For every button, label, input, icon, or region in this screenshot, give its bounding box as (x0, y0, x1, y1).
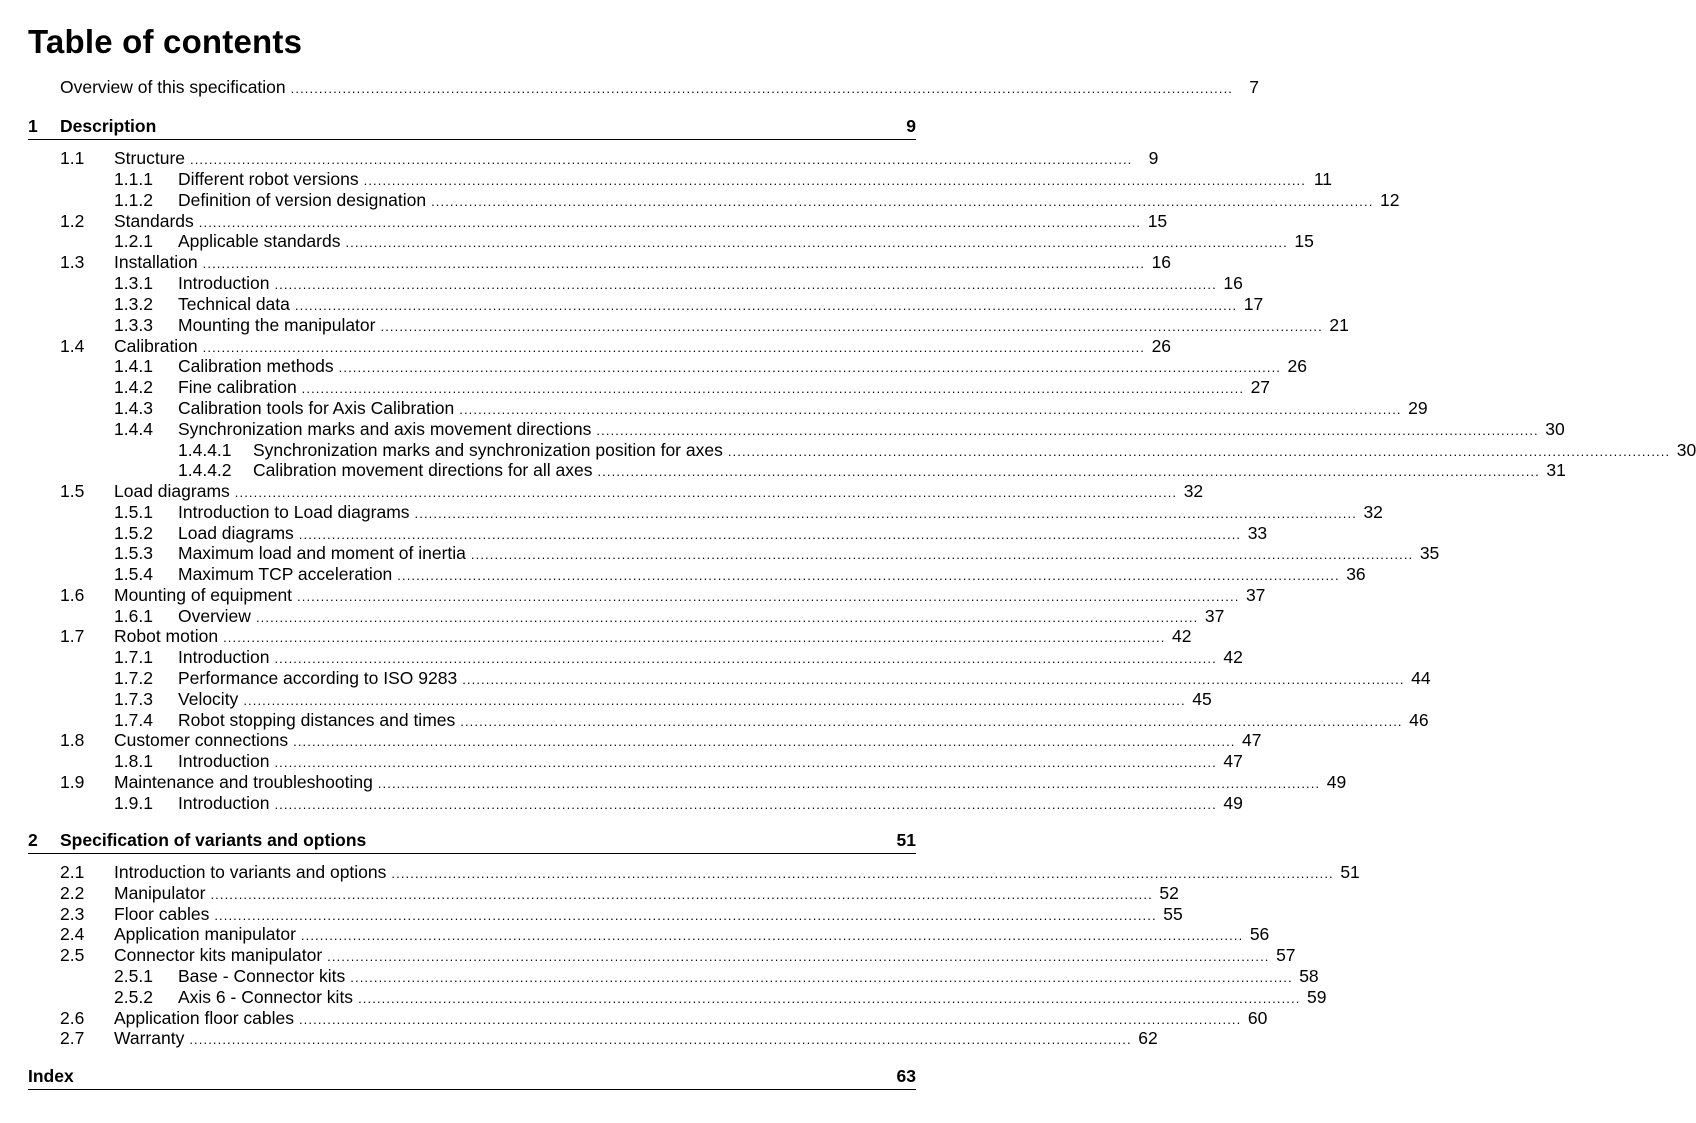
toc-entry-page: 47 (1242, 730, 1262, 750)
dot-leader: ........................................................................................................................................................................................................ (391, 866, 1334, 881)
toc-entry-title: Introduction to variants and options (114, 862, 387, 882)
dot-leader: ........................................................................................................................................................................................................ (363, 173, 1306, 188)
toc-entry-page: 44 (1411, 668, 1431, 688)
toc-entry[interactable] (28, 688, 1212, 710)
toc-entry-title: Overview (178, 606, 251, 626)
dot-leader: ........................................................................................................................................................................................................ (234, 485, 1178, 500)
toc-entry-title: Installation (114, 252, 198, 272)
toc-entry-title: Calibration tools for Axis Calibration (178, 398, 455, 418)
dot-leader: ........................................................................................................................................................................................................ (274, 277, 1217, 292)
toc-entry-title: Structure (114, 148, 185, 168)
dot-leader: ........................................................................................................................................................................................................ (223, 630, 1166, 645)
toc-entry[interactable] (28, 563, 1366, 585)
toc-entry-number: 1.4.2 (114, 377, 153, 397)
dot-leader: ........................................................................................................................................................................................................ (727, 444, 1671, 459)
toc-entry[interactable] (28, 480, 1204, 502)
toc-entry[interactable] (28, 923, 1270, 945)
toc-entry-page: 33 (1247, 523, 1268, 543)
toc-entry-number: 1.2 (60, 211, 85, 231)
toc-entry-title: Warranty (114, 1028, 185, 1048)
toc-entry[interactable] (28, 861, 1360, 883)
toc-entry-number: 1.6 (60, 585, 85, 605)
toc-entry-number: 2.7 (60, 1028, 85, 1048)
toc-entry-title: Connector kits manipulator (114, 945, 323, 965)
dot-leader: ........................................................................................................................................................................................................ (338, 360, 1282, 375)
toc-entry-page: 9 (906, 116, 916, 136)
toc-entry-title: Performance according to ISO 9283 (178, 668, 458, 688)
dot-leader: ........................................................................................................................................................................................................ (459, 402, 1402, 417)
toc-entry[interactable] (28, 792, 1243, 814)
toc-entry-title: Mounting of equipment (114, 585, 293, 605)
toc-entry[interactable] (28, 397, 1428, 419)
toc-entry-number: 2.2 (60, 883, 85, 903)
dot-leader: ........................................................................................................................................................................................................ (460, 714, 1403, 729)
toc-entry-number: 2.5.1 (114, 966, 153, 986)
dot-leader: ........................................................................................................................................................................................................ (243, 693, 1186, 708)
toc-entry-title: Floor cables (114, 904, 210, 924)
toc-entry[interactable] (28, 272, 1243, 294)
toc-entry-page: 11 (1313, 169, 1332, 189)
toc-entry-title: Load diagrams (178, 523, 294, 543)
toc-entry-title: Load diagrams (114, 481, 230, 501)
toc-entry-number: 1.4.1 (114, 356, 153, 376)
toc-entry-title: Axis 6 - Connector kits (178, 987, 354, 1007)
toc-entry-number: 1.5.1 (114, 502, 153, 522)
toc-entry-title: Calibration movement directions for all axes (253, 460, 593, 480)
toc-entry-title: Base - Connector kits (178, 966, 346, 986)
dot-leader: ........................................................................................................................................................................................................ (274, 755, 1217, 770)
toc-entry-number: 1.4.4.1 (178, 440, 232, 460)
toc-entry-page: 21 (1329, 315, 1349, 335)
toc-entry-page: 7 (1249, 77, 1260, 97)
toc-entry[interactable] (28, 251, 1172, 273)
dot-leader: ........................................................................................................................................................................................................ (470, 547, 1414, 562)
toc-entry-page: 16 (1151, 252, 1172, 272)
toc-entry-page: 26 (1151, 336, 1172, 356)
toc-entry[interactable] (28, 355, 1308, 377)
toc-entry-number: 2.3 (60, 904, 85, 924)
dot-leader: ........................................................................................................................................................................................................ (202, 256, 1146, 271)
toc-entry-page: 45 (1192, 689, 1212, 709)
toc-entry-title: Maximum load and moment of inertia (178, 543, 466, 563)
dot-leader: ........................................................................................................................................................................................................ (358, 991, 1301, 1006)
toc-entry-number: 1.7 (60, 626, 85, 646)
toc-entry-number: 1.7.2 (114, 668, 153, 688)
dot-leader: ........................................................................................................................................................................................................ (350, 970, 1293, 985)
toc-entry-page: 27 (1250, 377, 1271, 397)
toc-entry-page: 30 (1545, 419, 1565, 439)
dot-leader: ........................................................................................................................................................................................................ (297, 589, 1240, 604)
toc-entry-number: 1.3.2 (114, 294, 153, 314)
toc-entry-number: 1.2.1 (114, 231, 153, 251)
toc-entry-title: Application manipulator (114, 924, 296, 944)
toc-entry-number: 1.4.4 (114, 419, 153, 439)
dot-leader: ........................................................................................................................................................................................................ (274, 797, 1217, 812)
toc-entry[interactable] (28, 147, 1159, 169)
toc-entry-number: 1.5.2 (114, 523, 153, 543)
toc-entry-page: 15 (1147, 211, 1168, 231)
dot-leader: ........................................................................................................................................................................................................ (431, 194, 1374, 209)
toc-entry[interactable] (28, 709, 1429, 731)
toc-entry-number: 2.6 (60, 1008, 85, 1028)
toc-entry[interactable] (28, 418, 1565, 440)
dot-leader: ........................................................................................................................................................................................................ (301, 381, 1245, 396)
toc-entry[interactable] (28, 903, 1183, 925)
toc-entry-page: 46 (1409, 710, 1429, 730)
toc-entry-page: 62 (1138, 1028, 1158, 1048)
toc-entry-title: Introduction (178, 647, 270, 667)
toc-entry-page: 63 (896, 1066, 916, 1086)
toc-entry-number: 1.3.1 (114, 273, 153, 293)
toc-entry-title: Introduction (178, 273, 270, 293)
dot-leader: ........................................................................................................................................................................................................ (290, 81, 1234, 96)
toc-entry[interactable] (28, 605, 1225, 627)
toc-entry-number: 1.1.2 (114, 190, 153, 210)
toc-entry-number: 1.9 (60, 772, 85, 792)
toc-entry-page: 60 (1247, 1008, 1268, 1028)
toc-entry-title: Index (28, 1066, 74, 1086)
toc-entry-page: 59 (1306, 987, 1327, 1007)
toc-entry[interactable] (28, 314, 1349, 336)
toc-entry-number: 2.5.2 (114, 987, 153, 1007)
toc-entry-page: 51 (896, 830, 916, 850)
toc-entry[interactable] (28, 1027, 1158, 1049)
dot-leader: ........................................................................................................................................................................................................ (198, 215, 1142, 230)
toc-entry-title: Overview of this specification (60, 77, 286, 97)
toc-entry[interactable] (28, 625, 1192, 647)
toc-entry-page: 36 (1346, 564, 1366, 584)
toc-entry[interactable] (28, 168, 1332, 190)
toc-entry-page: 29 (1408, 398, 1428, 418)
toc-entry-title: Standards (114, 211, 194, 231)
toc-entry-title: Robot stopping distances and times (178, 710, 456, 730)
toc-entry-page: 12 (1379, 190, 1400, 210)
toc-entry-number: 1.7.1 (114, 647, 153, 667)
toc-entry-number: 1.1.1 (114, 169, 153, 189)
toc-entry-title: Customer connections (114, 730, 289, 750)
toc-entry[interactable] (28, 376, 1271, 398)
toc-entry-page: 32 (1183, 481, 1204, 501)
toc-entry-number: 1.4.3 (114, 398, 153, 418)
dot-leader: ........................................................................................................................................................................................................ (274, 651, 1217, 666)
dot-leader: ........................................................................................................................................................................................................ (414, 506, 1357, 521)
toc-entry[interactable] (28, 230, 1314, 252)
dot-leader: ........................................................................................................................................................................................................ (380, 319, 1323, 334)
toc-entry-title: Velocity (178, 689, 239, 709)
page-title: Table of contents (28, 23, 303, 60)
dot-leader: ........................................................................................................................................................................................................ (298, 1012, 1242, 1027)
toc-chapter[interactable] (28, 115, 916, 140)
toc-entry[interactable] (28, 646, 1243, 668)
dot-leader: ........................................................................................................................................................................................................ (377, 776, 1321, 791)
toc-entry-number: 1.7.3 (114, 689, 153, 709)
toc-entry-title: Introduction (178, 793, 270, 813)
toc-entry[interactable] (28, 965, 1319, 987)
dot-leader: ........................................................................................................................................................................................................ (345, 235, 1288, 250)
toc-entry[interactable] (28, 584, 1266, 606)
dot-leader: ........................................................................................................................................................................................................ (596, 423, 1539, 438)
toc-entry-page: 9 (1148, 148, 1159, 168)
toc-entry-number: 1.8 (60, 730, 85, 750)
dot-leader: ........................................................................................................................................................................................................ (298, 527, 1242, 542)
toc-entry-page: 55 (1163, 904, 1183, 924)
toc-entry[interactable] (28, 335, 1172, 357)
toc-entry-page: 51 (1340, 862, 1360, 882)
toc-entry-title: Fine calibration (178, 377, 297, 397)
toc-entry[interactable] (28, 189, 1400, 211)
toc-entry[interactable] (28, 750, 1243, 772)
toc-entry-number: 1.3.3 (114, 315, 153, 335)
toc-entry-page: 16 (1223, 273, 1243, 293)
toc-entry-page: 49 (1223, 793, 1243, 813)
toc-entry-number: 1.8.1 (114, 751, 153, 771)
toc-entry[interactable] (28, 944, 1296, 966)
toc-entry-title: Robot motion (114, 626, 219, 646)
toc-entry-title: Manipulator (114, 883, 206, 903)
toc-entry[interactable] (28, 501, 1383, 523)
toc-chapter[interactable] (28, 829, 916, 854)
dot-leader: ........................................................................................................................................................................................................ (327, 949, 1270, 964)
toc-entry[interactable] (28, 439, 1696, 461)
toc-entry-page: 26 (1287, 356, 1308, 376)
toc-entry-page: 42 (1223, 647, 1243, 667)
toc-entry-title: Different robot versions (178, 169, 359, 189)
toc-entry[interactable] (28, 1007, 1268, 1029)
toc-entry-number: 1.7.4 (114, 710, 153, 730)
toc-entry-title: Applicable standards (178, 231, 341, 251)
toc-entry-title: Maximum TCP acceleration (178, 564, 393, 584)
toc-entry-number: 1.6.1 (114, 606, 153, 626)
toc-entry[interactable] (28, 882, 1179, 904)
toc-entry-page: 42 (1172, 626, 1192, 646)
toc-entry-title: Calibration methods (178, 356, 334, 376)
toc-entry-title: Introduction to Load diagrams (178, 502, 410, 522)
toc-entry-title: Definition of version designation (178, 190, 427, 210)
toc-entry-title: Calibration (114, 336, 198, 356)
toc-entry-number: 1.5.3 (114, 543, 153, 563)
table-of-contents (28, 0, 1696, 1123)
dot-leader: ........................................................................................................................................................................................................ (462, 672, 1405, 687)
toc-entry-page: 56 (1249, 924, 1270, 944)
toc-entry[interactable] (28, 522, 1268, 544)
toc-chapter[interactable] (28, 1065, 916, 1090)
toc-entry[interactable] (28, 459, 1566, 481)
toc-entry-page: 52 (1159, 883, 1179, 903)
toc-entry-number: 2.1 (60, 862, 85, 882)
toc-entry-page: 47 (1223, 751, 1243, 771)
dot-leader: ........................................................................................................................................................................................................ (300, 928, 1244, 943)
toc-entry[interactable] (28, 986, 1327, 1008)
toc-entry[interactable] (28, 293, 1264, 315)
toc-entry-title: Application floor cables (114, 1008, 294, 1028)
toc-entry-title: Specification of variants and options (60, 830, 367, 850)
toc-entry-number: 2.5 (60, 945, 85, 965)
toc-entry-number: 1 (28, 116, 38, 136)
toc-entry-page: 31 (1546, 460, 1566, 480)
dot-leader: ........................................................................................................................................................................................................ (210, 887, 1153, 902)
toc-entry-number: 2.4 (60, 924, 85, 944)
toc-entry-page: 30 (1676, 440, 1696, 460)
toc-entry[interactable] (28, 542, 1440, 564)
toc-entry-title: Technical data (178, 294, 290, 314)
toc-entry-number: 1.3 (60, 252, 85, 272)
toc-entry-number: 1.5.4 (114, 564, 153, 584)
toc-entry-number: 1.4.4.2 (178, 460, 232, 480)
toc-entry[interactable] (28, 667, 1431, 689)
toc-entry-number: 2 (28, 830, 38, 850)
toc-entry-number: 1.9.1 (114, 793, 153, 813)
dot-leader: ........................................................................................................................................................................................................ (294, 298, 1238, 313)
toc-entry-title: Description (60, 116, 157, 136)
toc-entry-title: Mounting the manipulator (178, 315, 376, 335)
dot-leader: ........................................................................................................................................................................................................ (397, 568, 1340, 583)
dot-leader: ........................................................................................................................................................................................................ (255, 610, 1199, 625)
dot-leader: ........................................................................................................................................................................................................ (189, 1032, 1132, 1047)
dot-leader: ........................................................................................................................................................................................................ (190, 152, 1133, 167)
toc-entry-title: Maintenance and troubleshooting (114, 772, 373, 792)
dot-leader: ........................................................................................................................................................................................................ (293, 734, 1236, 749)
toc-entry-page: 57 (1276, 945, 1296, 965)
toc-entry-number: 1.4 (60, 336, 85, 356)
toc-entry-page: 37 (1245, 585, 1266, 605)
toc-entry[interactable] (28, 210, 1168, 232)
dot-leader: ........................................................................................................................................................................................................ (202, 340, 1146, 355)
toc-entry-number: 1.1 (60, 148, 85, 168)
toc-entry-page: 15 (1294, 231, 1314, 251)
toc-entry-title: Synchronization marks and synchronization position for axes (253, 440, 723, 460)
toc-entry-page: 32 (1363, 502, 1383, 522)
toc-entry-page: 17 (1243, 294, 1264, 314)
toc-entry-title: Synchronization marks and axis movement directions (178, 419, 592, 439)
toc-entry-page: 58 (1299, 966, 1319, 986)
toc-entry-number: 1.5 (60, 481, 85, 501)
toc-entry-page: 49 (1326, 772, 1347, 792)
dot-leader: ........................................................................................................................................................................................................ (597, 464, 1540, 479)
toc-entry[interactable] (28, 76, 1260, 98)
toc-entry[interactable] (28, 771, 1347, 793)
toc-entry-page: 37 (1204, 606, 1225, 626)
toc-entry[interactable] (28, 729, 1262, 751)
toc-entry-page: 35 (1419, 543, 1440, 563)
dot-leader: ........................................................................................................................................................................................................ (214, 908, 1157, 923)
toc-entry-title: Introduction (178, 751, 270, 771)
